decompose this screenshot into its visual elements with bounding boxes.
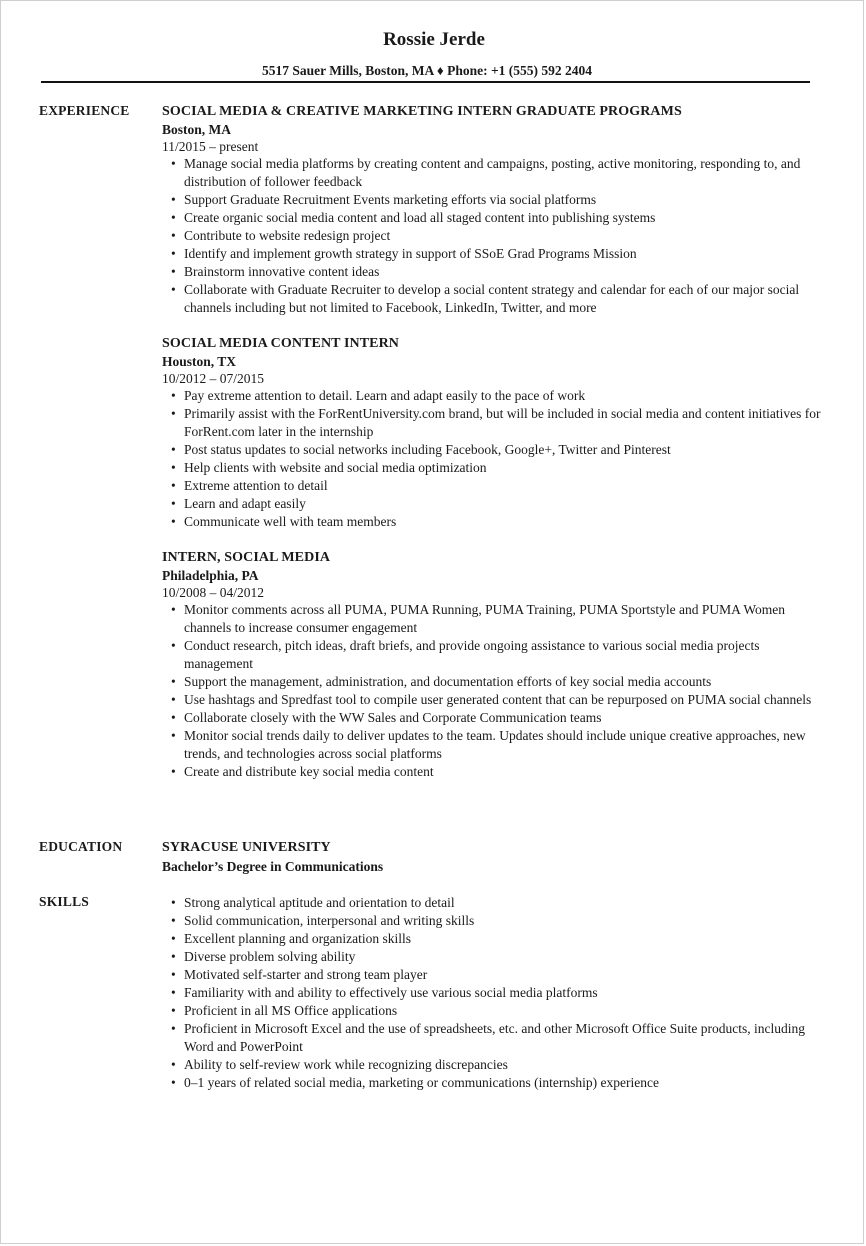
bullet-icon: • [171, 514, 176, 529]
list-item [162, 459, 822, 477]
bullet-text: Post status updates to social networks including Facebook, Google+, Twitter and Pinterest [184, 442, 671, 457]
list-item [162, 209, 822, 227]
bullet-text: Pay extreme attention to detail. Learn and adapt easily to the pace of work [184, 388, 586, 403]
skills-heading: SKILLS [39, 894, 89, 909]
list-item [162, 763, 822, 781]
bullet-text: Ability to self-review work while recognizing discrepancies [184, 1057, 508, 1072]
list-item [162, 930, 822, 948]
job-location: Philadelphia, PA [162, 568, 259, 583]
bullet-icon: • [171, 949, 176, 964]
job-dates: 10/2012 – 07/2015 [162, 371, 265, 386]
header-divider [41, 81, 810, 83]
job-duties-list [162, 155, 822, 317]
job-title: INTERN, SOCIAL MEDIA [162, 550, 331, 565]
bullet-icon: • [171, 728, 176, 743]
job-duties-list [162, 387, 822, 531]
bullet-icon: • [171, 496, 176, 511]
bullet-icon: • [171, 967, 176, 982]
list-item [162, 601, 822, 637]
education-heading: EDUCATION [39, 839, 123, 854]
list-item [162, 227, 822, 245]
bullet-text: Primarily assist with the ForRentUniversity.com brand, but will be included in social media and content initiatives for ForRent.com later in the internship [184, 406, 821, 439]
list-item [162, 495, 822, 513]
bullet-text: Collaborate closely with the WW Sales and Corporate Communication teams [184, 710, 602, 725]
list-item [162, 1074, 822, 1092]
bullet-icon: • [171, 282, 176, 297]
list-item [162, 948, 822, 966]
bullet-icon: • [171, 1003, 176, 1018]
bullet-text: Monitor comments across all PUMA, PUMA Running, PUMA Training, PUMA Sportstyle and PUMA Women channels to increase consumer engagement [184, 602, 785, 635]
skills-body [162, 894, 822, 1092]
bullet-icon: • [171, 264, 176, 279]
job-entry [162, 335, 822, 531]
list-item [162, 155, 822, 191]
bullet-text: Solid communication, interpersonal and writing skills [184, 913, 475, 928]
experience-section [39, 103, 819, 799]
bullet-text: Proficient in all MS Office applications [184, 1003, 398, 1018]
contact-line: 5517 Sauer Mills, Boston, MA ♦ Phone: +1 (555) 592 2404 [261, 63, 593, 78]
experience-heading: EXPERIENCE [39, 103, 130, 118]
bullet-icon: • [171, 156, 176, 171]
list-item [162, 727, 822, 763]
school-name: SYRACUSE UNIVERSITY [162, 840, 331, 855]
bullet-icon: • [171, 1075, 176, 1090]
skills-section [39, 894, 819, 1092]
bullet-icon: • [171, 710, 176, 725]
list-item [162, 387, 822, 405]
bullet-text: Conduct research, pitch ideas, draft briefs, and provide ongoing assistance to various social media projects management [184, 638, 760, 671]
bullet-icon: • [171, 442, 176, 457]
job-entry [162, 549, 822, 781]
bullet-text: Learn and adapt easily [184, 496, 306, 511]
skills-list [162, 894, 822, 1092]
list-item [162, 709, 822, 727]
bullet-icon: • [171, 638, 176, 653]
job-dates: 10/2008 – 04/2012 [162, 585, 265, 600]
list-item [162, 912, 822, 930]
bullet-text: Strong analytical aptitude and orientation to detail [184, 895, 455, 910]
bullet-icon: • [171, 478, 176, 493]
list-item [162, 281, 822, 317]
bullet-text: Diverse problem solving ability [184, 949, 356, 964]
bullet-text: Create and distribute key social media content [184, 764, 434, 779]
job-title: SOCIAL MEDIA CONTENT INTERN [162, 336, 399, 351]
list-item [162, 1020, 822, 1056]
bullet-icon: • [171, 1057, 176, 1072]
bullet-text: Contribute to website redesign project [184, 228, 391, 243]
bullet-icon: • [171, 192, 176, 207]
bullet-icon: • [171, 246, 176, 261]
bullet-text: Create organic social media content and load all staged content into publishing systems [184, 210, 656, 225]
bullet-icon: • [171, 388, 176, 403]
bullet-icon: • [171, 692, 176, 707]
list-item [162, 966, 822, 984]
bullet-text: Brainstorm innovative content ideas [184, 264, 380, 279]
list-item [162, 191, 822, 209]
bullet-text: Manage social media platforms by creating content and campaigns, posting, active monitoring, responding to, and distribution of follower feedback [184, 156, 801, 189]
list-item [162, 245, 822, 263]
bullet-icon: • [171, 674, 176, 689]
list-item [162, 441, 822, 459]
bullet-icon: • [171, 228, 176, 243]
list-item [162, 673, 822, 691]
list-item [162, 513, 822, 531]
bullet-text: Proficient in Microsoft Excel and the use of spreadsheets, etc. and other Microsoft Office Suite products, including Word and PowerPoint [184, 1021, 805, 1054]
list-item [162, 405, 822, 441]
bullet-text: Collaborate with Graduate Recruiter to develop a social content strategy and calendar for each of our major social channels including but not limited to Facebook, LinkedIn, Twitter, and more [184, 282, 800, 315]
bullet-icon: • [171, 602, 176, 617]
job-dates: 11/2015 – present [162, 139, 259, 154]
bullet-icon: • [171, 913, 176, 928]
bullet-icon: • [171, 460, 176, 475]
degree: Bachelor’s Degree in Communications [162, 859, 384, 874]
bullet-text: Familiarity with and ability to effectively use various social media platforms [184, 985, 598, 1000]
bullet-text: Communicate well with team members [184, 514, 397, 529]
list-item [162, 1002, 822, 1020]
experience-list [162, 103, 822, 781]
job-duties-list [162, 601, 822, 781]
bullet-icon: • [171, 985, 176, 1000]
job-title: SOCIAL MEDIA & CREATIVE MARKETING INTERN GRADUATE PROGRAMS [162, 104, 682, 119]
bullet-icon: • [171, 210, 176, 225]
list-item [162, 691, 822, 709]
job-entry [162, 103, 822, 317]
bullet-text: Monitor social trends daily to deliver updates to the team. Updates should include unique creative approaches, new trends, and technologies across social platforms [184, 728, 806, 761]
bullet-icon: • [171, 764, 176, 779]
bullet-text: Support Graduate Recruitment Events marketing efforts via social platforms [184, 192, 597, 207]
bullet-text: Motivated self-starter and strong team player [184, 967, 428, 982]
education-body [162, 839, 822, 876]
bullet-icon: • [171, 406, 176, 421]
bullet-text: Use hashtags and Spredfast tool to compile user generated content that can be repurposed on PUMA social channels [184, 692, 812, 707]
bullet-icon: • [171, 895, 176, 910]
education-section [39, 839, 819, 876]
list-item [162, 894, 822, 912]
bullet-text: Identify and implement growth strategy in support of SSoE Grad Programs Mission [184, 246, 637, 261]
list-item [162, 1056, 822, 1074]
bullet-icon: • [171, 1021, 176, 1036]
bullet-icon: • [171, 931, 176, 946]
list-item [162, 984, 822, 1002]
list-item [162, 263, 822, 281]
bullet-text: Support the management, administration, and documentation efforts of key social media accounts [184, 674, 712, 689]
bullet-text: Extreme attention to detail [184, 478, 328, 493]
job-location: Boston, MA [162, 122, 232, 137]
bullet-text: Help clients with website and social media optimization [184, 460, 487, 475]
job-location: Houston, TX [162, 354, 237, 369]
list-item [162, 637, 822, 673]
candidate-name: Rossie Jerde [383, 29, 485, 50]
bullet-text: Excellent planning and organization skills [184, 931, 411, 946]
list-item [162, 477, 822, 495]
bullet-text: 0–1 years of related social media, marketing or communications (internship) experience [184, 1075, 659, 1090]
